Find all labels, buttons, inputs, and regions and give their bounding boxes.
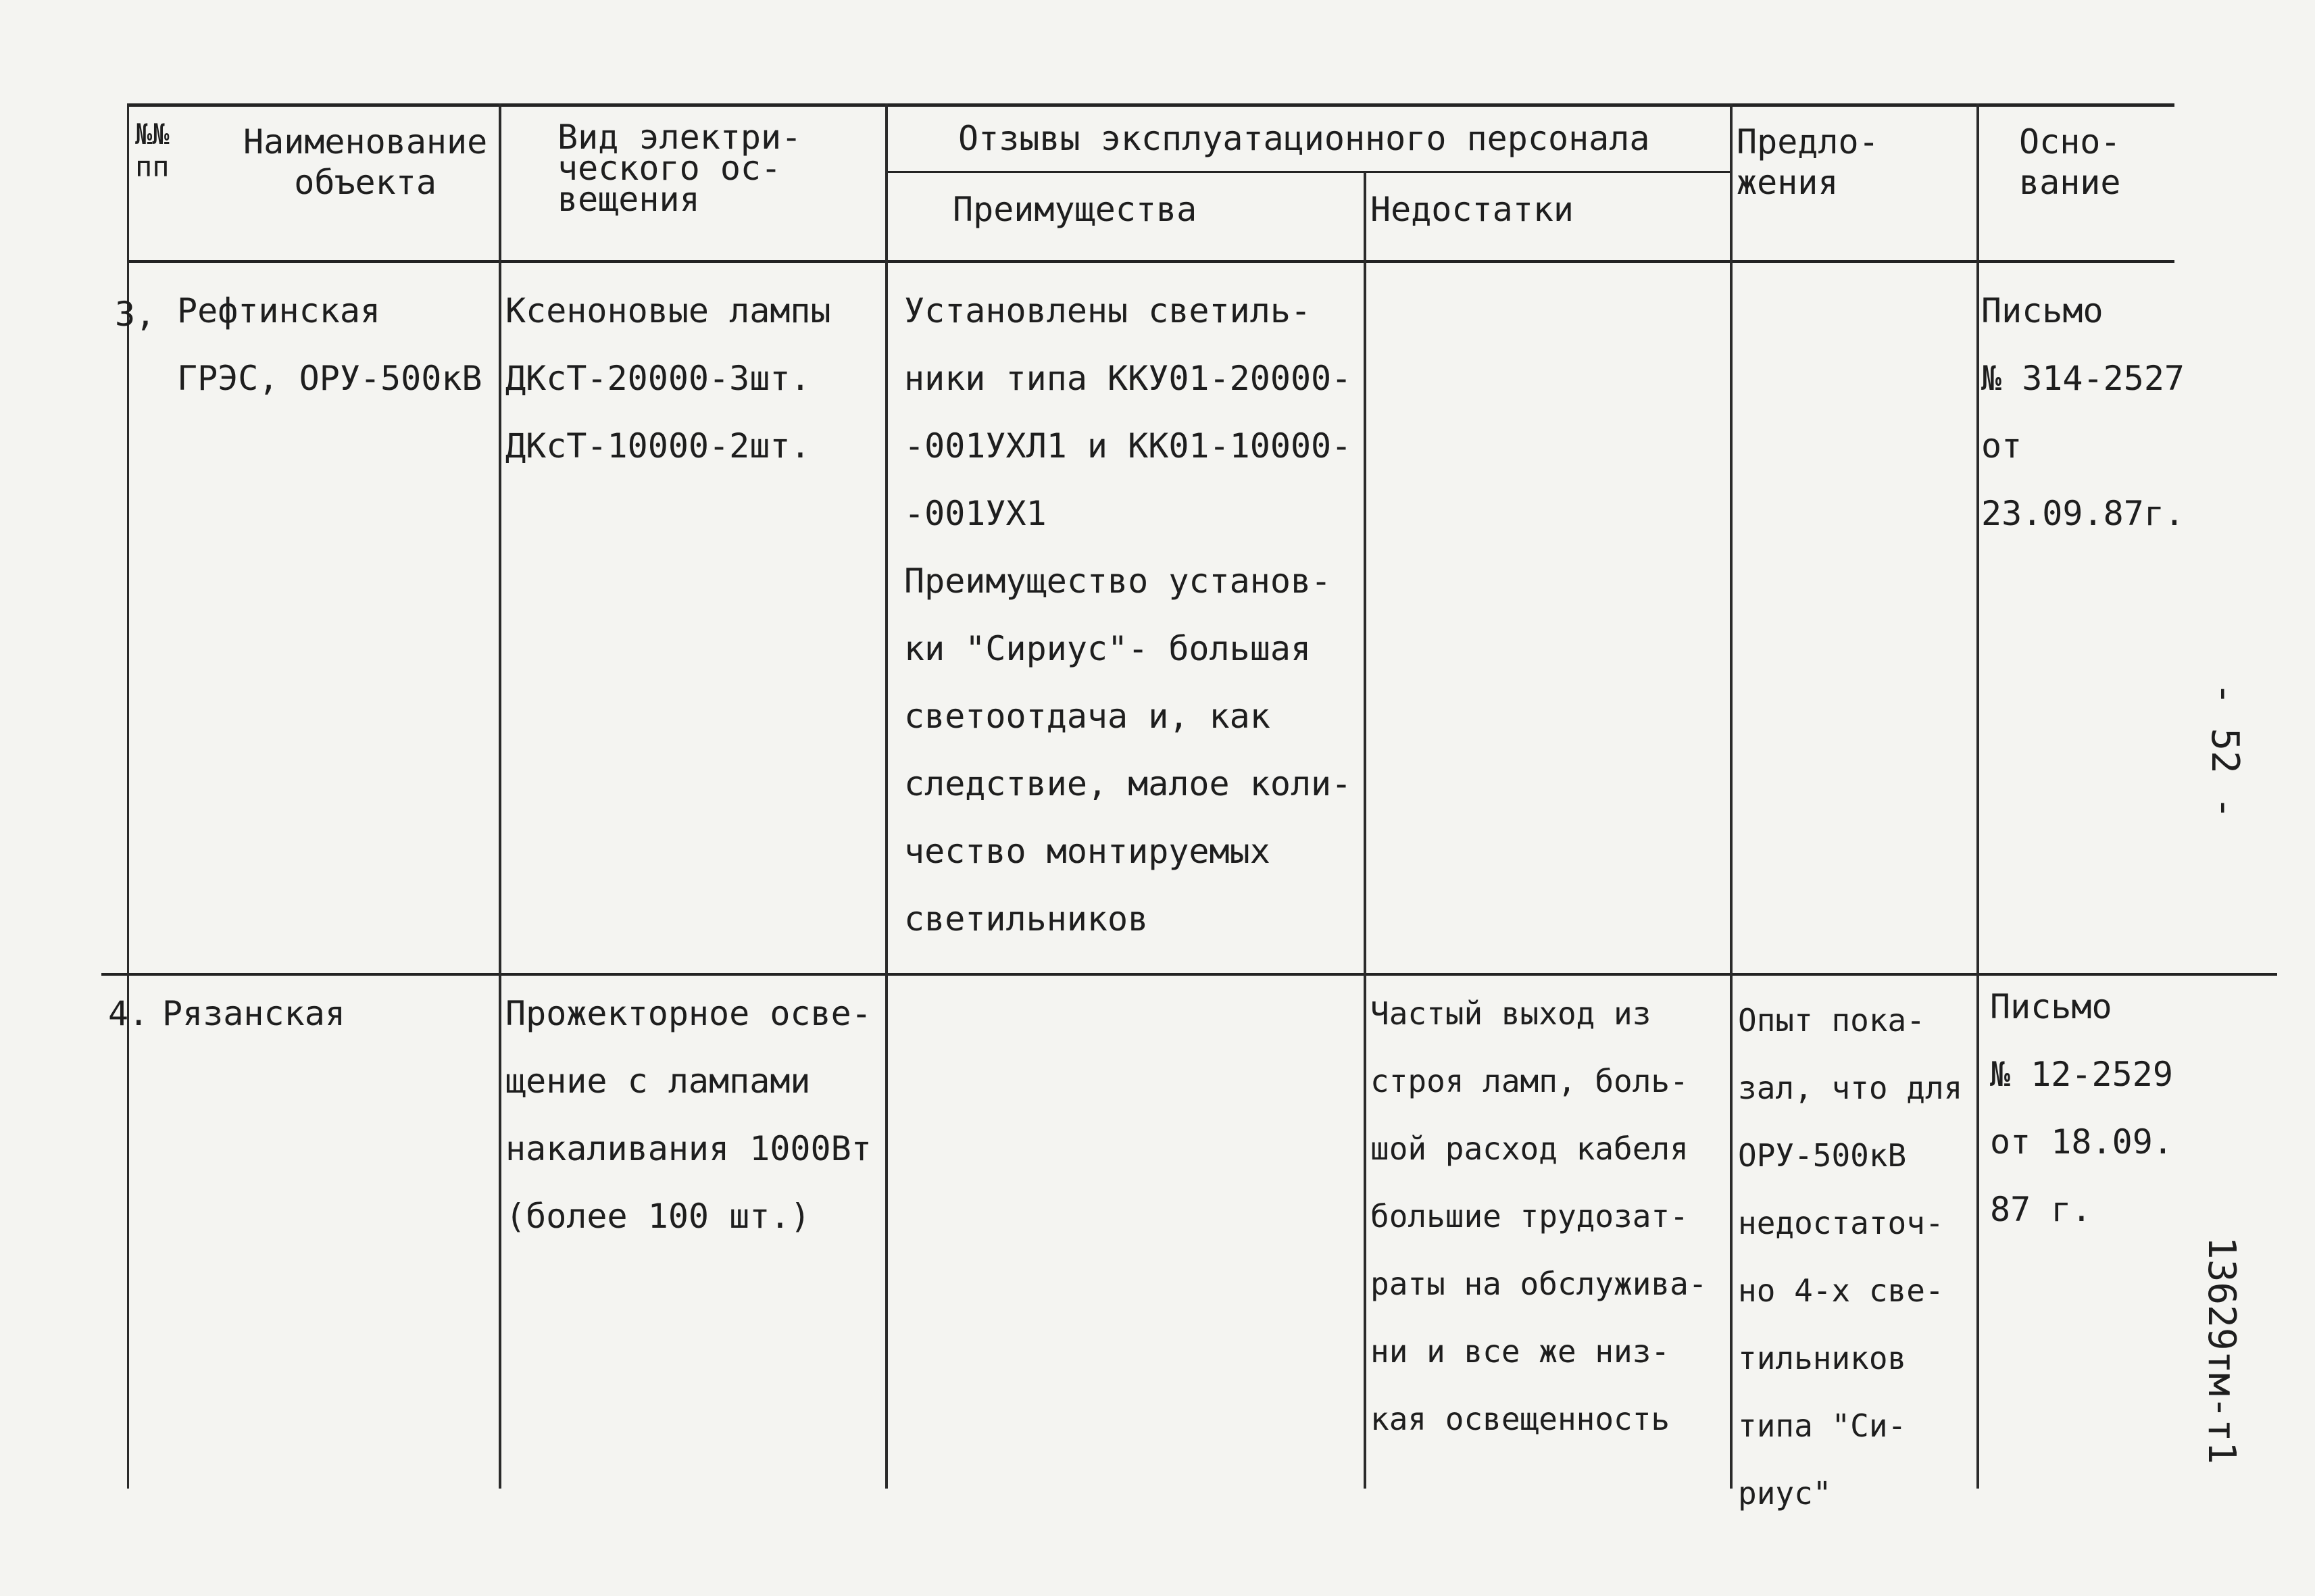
- text-line: ники типа ККУ01-20000-: [904, 359, 1352, 398]
- reviews-subheader-rule: [885, 171, 1730, 173]
- text-line: риус": [1738, 1475, 1832, 1512]
- header-basis: Осно- вание: [2019, 122, 2121, 202]
- header-disadvantages: Недостатки: [1370, 190, 1574, 229]
- header-bottom-border: [127, 260, 2174, 263]
- text-line: Преимущество установ-: [904, 562, 1332, 601]
- text-line: ОРУ-500кВ: [1738, 1137, 1907, 1174]
- text-line: ни и все же низ-: [1370, 1333, 1670, 1370]
- text-line: 23.09.87г.: [1981, 494, 2185, 533]
- page-number: - 52 -: [2203, 682, 2247, 820]
- text-line: недостаточ-: [1738, 1205, 1944, 1241]
- text-line: Ксеноновые лампы: [505, 291, 831, 330]
- column-divider: [885, 103, 888, 1489]
- row-advantages: [904, 277, 1351, 953]
- text-line: Опыт пока-: [1738, 1002, 1925, 1039]
- row-name: [162, 980, 345, 1047]
- document-code: 13629тм-т1: [2199, 1237, 2243, 1465]
- text-line: № 12-2529: [1990, 1055, 2173, 1094]
- text-line: накаливания 1000Вт: [505, 1129, 872, 1168]
- text-line: от: [1981, 426, 2022, 466]
- text-line: (более 100 шт.): [505, 1197, 811, 1236]
- text-line: зал, что для: [1738, 1070, 1963, 1106]
- text-line: Письмо: [1990, 987, 2112, 1026]
- text-line: кая освещенность: [1370, 1401, 1670, 1437]
- header-proposals: Предло- жения: [1737, 122, 1879, 202]
- text-line: -001УХ1: [904, 494, 1047, 533]
- text-line: от 18.09.: [1990, 1122, 2173, 1162]
- text-line: строя ламп, боль-: [1370, 1063, 1689, 1099]
- text-line: шой расход кабеля: [1370, 1130, 1689, 1167]
- text-line: -001УХЛ1 и КК01-10000-: [904, 426, 1352, 466]
- text-line: Рязанская: [162, 994, 345, 1033]
- text-line: светильников: [904, 899, 1149, 939]
- text-line: раты на обслужива-: [1370, 1266, 1708, 1302]
- text-line: ки "Сириус"- большая: [904, 629, 1312, 668]
- header-reviews: Отзывы эксплуатационного персонала: [958, 119, 1650, 158]
- header-name: Наименование объекта: [243, 122, 488, 202]
- text-line: чество монтируемых: [904, 832, 1270, 871]
- row-basis: [1990, 973, 2173, 1243]
- row-disadvantages: [1370, 980, 1708, 1453]
- row-proposals: [1738, 987, 1963, 1512]
- table-top-border: [127, 103, 2174, 107]
- text-line: Установлены светиль-: [904, 291, 1312, 330]
- column-divider: [1976, 103, 1979, 1489]
- header-advantages: Преимущества: [953, 190, 1197, 229]
- row-num: 3,: [115, 295, 156, 334]
- text-line: светоотдача и, как: [904, 697, 1270, 736]
- text-line: следствие, малое коли-: [904, 764, 1352, 803]
- row-type: [505, 277, 831, 480]
- row-basis: [1981, 277, 2185, 547]
- row-separator: [101, 973, 2277, 976]
- text-line: № 314-2527: [1981, 359, 2185, 398]
- column-divider: [1364, 172, 1366, 1489]
- text-line: Рефтинская: [177, 291, 381, 330]
- header-type: Вид электри- ческого ос- вещения: [557, 118, 802, 219]
- text-line: Письмо: [1981, 291, 2104, 330]
- text-line: ДКсТ-20000-3шт.: [505, 359, 811, 398]
- text-line: Частый выход из: [1370, 995, 1651, 1032]
- text-line: Прожекторное осве-: [505, 994, 872, 1033]
- text-line: ДКсТ-10000-2шт.: [505, 426, 811, 466]
- row-num: 4.: [108, 994, 149, 1033]
- text-line: ГРЭС, ОРУ-500кВ: [177, 359, 482, 398]
- text-line: 87 г.: [1990, 1190, 2092, 1229]
- header-num: №№ пп: [135, 118, 170, 183]
- text-line: щение с лампами: [505, 1062, 811, 1101]
- text-line: тильников: [1738, 1340, 1907, 1376]
- row-type: [505, 980, 872, 1250]
- text-line: но 4-х све-: [1738, 1272, 1944, 1309]
- row-name: [177, 277, 482, 412]
- column-divider: [1730, 103, 1733, 1489]
- column-divider: [499, 103, 501, 1489]
- text-line: большие трудозат-: [1370, 1198, 1689, 1235]
- text-line: типа "Си-: [1738, 1407, 1907, 1444]
